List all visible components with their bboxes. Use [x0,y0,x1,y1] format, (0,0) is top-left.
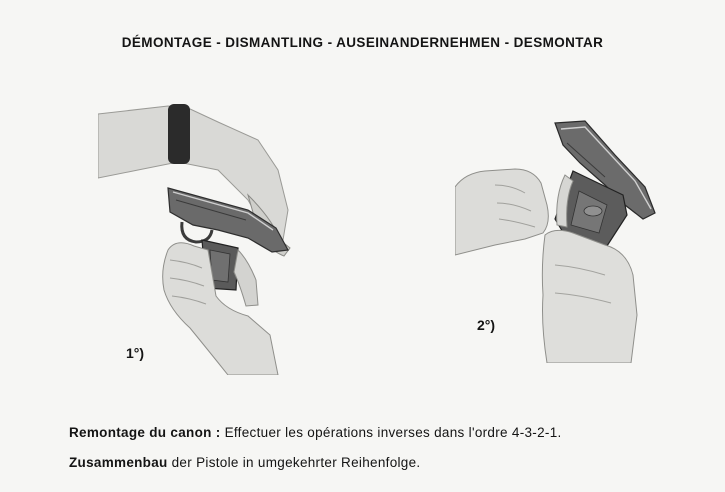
caption-bold-fr: Remontage du canon : [69,425,221,440]
caption-reassembly-fr [69,425,562,440]
step-2-label: 2°) [477,317,496,333]
hands-dismantling-pistol-barrel-icon [98,100,308,375]
caption-reassembly-de [69,455,420,470]
figure-1-photo [98,100,308,375]
caption-bold-de: Zusammenbau [69,455,168,470]
caption-text-de: der Pistole in umgekehrter Reihenfolge. [167,455,421,470]
step-1-label: 1°) [126,345,145,361]
page-title: DÉMONTAGE - DISMANTLING - AUSEINANDERNEHMEN - DESMONTAR [121,35,604,50]
caption-text-fr: Effectuer les opérations inverses dans l'ordre 4-3-2-1. [220,425,562,440]
